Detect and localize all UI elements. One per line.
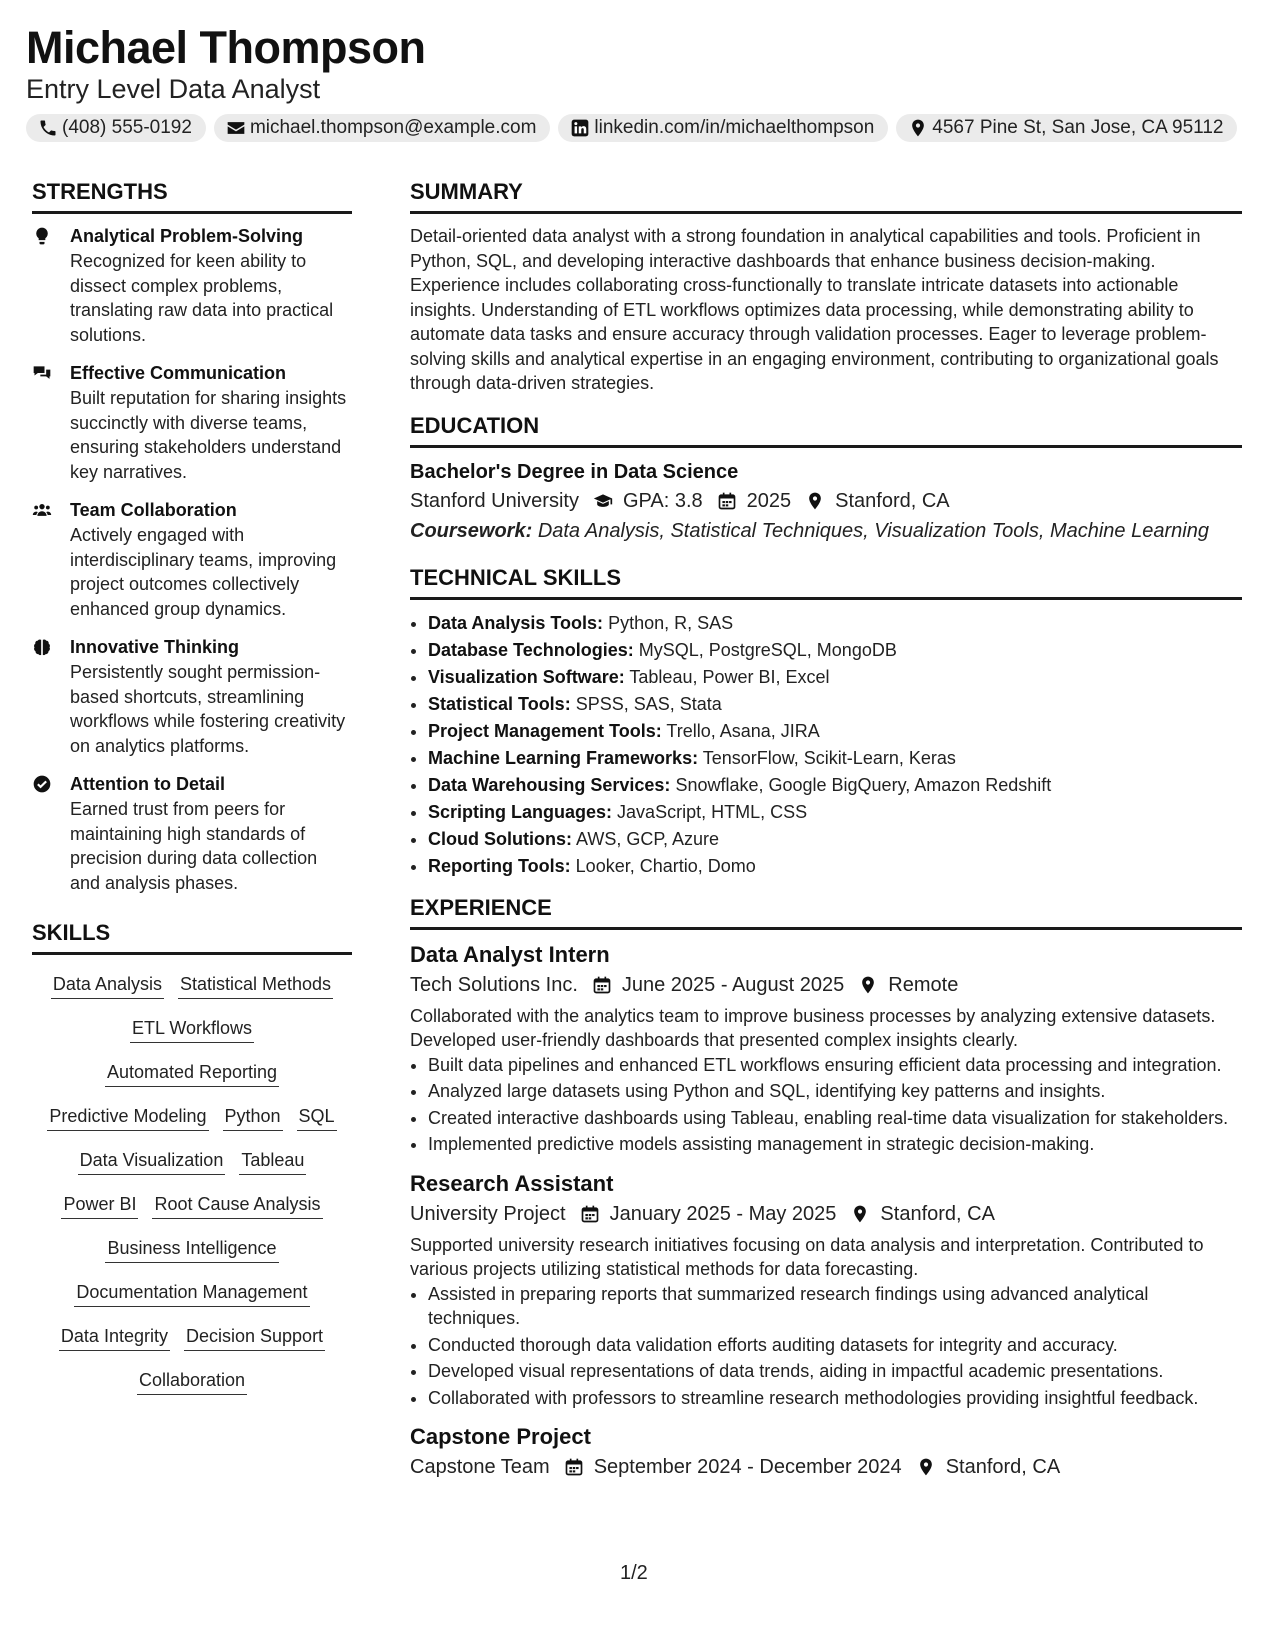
tech-skill-label: Data Warehousing Services:	[428, 774, 671, 795]
summary-text: Detail-oriented data analyst with a strong foundation in analytical capabilities and tools. Proficient in Python, SQL, and developing interactive dashboards that enhance business decision-making. Experience includes collaborating cross-functionally to translate intricate datasets into actionable insights. Understanding of ETL workflows optimizes data processing, while demonstrating ability to automate data tasks and ensure accuracy through validation processes. Eager to leverage problem-solving skills and analytical expertise in an engaging environment, contributing to organizational goals through data-driven strategies.	[410, 226, 1219, 393]
strength-item	[32, 361, 352, 484]
skill-chip: Statistical Methods	[178, 973, 333, 999]
contact-email-text: michael.thompson@example.com	[249, 117, 537, 138]
experience-entry	[410, 1169, 1242, 1411]
strength-desc: Actively engaged with interdisciplinary teams, improving project outcomes collectively enhanced group dynamics.	[70, 525, 337, 619]
job-description: Supported university research initiatives focusing on data analysis and interpretation. Contributed to various projects utilizing statistical methods for data forecasting.	[410, 1234, 1204, 1279]
map-marker-icon	[805, 491, 825, 511]
strength-title: Team Collaboration	[70, 500, 237, 520]
tech-skill-item	[428, 718, 1242, 745]
tech-skill-value: Tableau, Power BI, Excel	[629, 666, 830, 687]
strength-item	[32, 635, 352, 758]
strength-title: Effective Communication	[70, 363, 287, 383]
job-location: Remote	[888, 973, 959, 996]
skill-chip: SQL	[297, 1105, 337, 1131]
education-location: Stanford, CA	[835, 489, 950, 512]
skill-chip: Power BI	[61, 1193, 138, 1219]
tech-skill-item	[428, 691, 1242, 718]
job-dates: September 2024 - December 2024	[593, 1456, 902, 1478]
skill-chip: Data Integrity	[59, 1325, 170, 1351]
summary-heading: SUMMARY	[410, 178, 1242, 214]
job-location: Stanford, CA	[880, 1202, 995, 1225]
skill-chip: Collaboration	[137, 1369, 247, 1395]
users-icon	[32, 500, 52, 520]
left-column	[32, 178, 352, 1413]
skill-chip: ETL Workflows	[130, 1017, 254, 1043]
skill-chip: Decision Support	[184, 1325, 325, 1351]
experience-heading: EXPERIENCE	[410, 894, 1242, 930]
job-description: Collaborated with the analytics team to improve business processes by analyzing extensive datasets. Developed user-friendly dashboards that presented complex insights clearly.	[410, 1005, 1216, 1050]
education-meta	[410, 486, 1242, 516]
skill-chip: Root Cause Analysis	[152, 1193, 322, 1219]
tech-skill-value: JavaScript, HTML, CSS	[617, 801, 808, 822]
tech-skill-item	[428, 772, 1242, 799]
skill-chip: Predictive Modeling	[47, 1105, 208, 1131]
job-bullet: • Assisted in preparing reports that summarized research findings using advanced analytical techniques.	[428, 1282, 1242, 1331]
job-dates: June 2025 - August 2025	[621, 973, 845, 996]
coursework-label: Coursework:	[410, 519, 533, 542]
contact-address[interactable]	[896, 114, 1237, 142]
strengths-heading: STRENGTHS	[32, 178, 352, 214]
contact-phone[interactable]	[26, 114, 206, 142]
tech-skill-label: Statistical Tools:	[428, 693, 571, 714]
tech-skill-label: Project Management Tools:	[428, 720, 662, 741]
strength-item	[32, 224, 352, 347]
contact-email[interactable]	[214, 114, 550, 142]
tech-skill-item	[428, 637, 1242, 664]
job-bullet: • Analyzed large datasets using Python and SQL, identifying key patterns and insights.	[428, 1079, 1242, 1104]
job-bullets	[410, 1053, 1242, 1157]
contact-phone-text: (408) 555-0192	[62, 117, 192, 138]
candidate-role: Entry Level Data Analyst	[26, 74, 321, 104]
tech-skill-item	[428, 610, 1242, 637]
tech-skill-item	[428, 853, 1242, 880]
tech-skill-value: Trello, Asana, JIRA	[666, 720, 820, 741]
company-name: University Project	[410, 1202, 566, 1225]
skill-chip: Python	[223, 1105, 283, 1131]
strength-item	[32, 772, 352, 895]
degree-title: Bachelor's Degree in Data Science	[410, 460, 739, 483]
technical-skills-list	[410, 610, 1242, 880]
job-meta	[410, 1452, 1242, 1482]
tech-skill-value: AWS, GCP, Azure	[576, 828, 720, 849]
job-bullet: • Implemented predictive models assisting management in strategic decision-making.	[428, 1132, 1242, 1157]
skill-chip: Tableau	[239, 1149, 306, 1175]
tech-skill-item	[428, 664, 1242, 691]
skill-chip: Data Analysis	[51, 973, 164, 999]
contact-bar	[26, 114, 1237, 142]
skills-heading: SKILLS	[32, 919, 352, 955]
technical-skills-heading: TECHNICAL SKILLS	[410, 564, 1242, 600]
job-location: Stanford, CA	[945, 1456, 1061, 1478]
map-marker-icon	[850, 1204, 870, 1224]
candidate-name: Michael Thompson	[26, 22, 426, 73]
coursework-list: Data Analysis, Statistical Techniques, Visualization Tools, Machine Learning	[537, 519, 1209, 542]
tech-skill-label: Data Analysis Tools:	[428, 612, 604, 633]
gpa: GPA: 3.8	[622, 489, 703, 512]
experience-entry	[410, 1422, 1242, 1482]
map-marker-icon	[916, 1457, 936, 1477]
job-title: Research Assistant	[410, 1170, 614, 1196]
coursework	[410, 516, 1242, 546]
skills-list	[32, 965, 352, 1413]
experience-entry	[410, 940, 1242, 1157]
skill-chip: Automated Reporting	[105, 1061, 279, 1087]
contact-linkedin-text: linkedin.com/in/michaelthompson	[594, 117, 875, 138]
tech-skill-item	[428, 799, 1242, 826]
tech-skill-item	[428, 826, 1242, 853]
brain-icon	[32, 637, 52, 657]
right-column	[410, 178, 1242, 1482]
tech-skill-item	[428, 745, 1242, 772]
job-meta	[410, 970, 1242, 1000]
tech-skill-value: SPSS, SAS, Stata	[575, 693, 722, 714]
skill-chip: Data Visualization	[78, 1149, 226, 1175]
tech-skill-label: Reporting Tools:	[428, 855, 571, 876]
strength-desc: Persistently sought permission-based shortcuts, streamlining workflows while fostering creativity on analytics platforms.	[70, 662, 346, 756]
tech-skill-label: Machine Learning Frameworks:	[428, 747, 699, 768]
calendar-icon	[580, 1204, 600, 1224]
job-bullet: • Collaborated with professors to streamline research methodologies providing insightful feedback.	[428, 1386, 1242, 1411]
linkedin-icon	[570, 118, 590, 138]
calendar-icon	[717, 491, 737, 511]
tech-skill-value: Snowflake, Google BigQuery, Amazon Redshift	[675, 774, 1052, 795]
calendar-icon	[592, 975, 612, 995]
strength-desc: Earned trust from peers for maintaining high standards of precision during data collection and analysis phases.	[70, 799, 318, 893]
job-bullets	[410, 1282, 1242, 1411]
contact-linkedin[interactable]	[558, 114, 888, 142]
calendar-icon	[564, 1457, 584, 1477]
phone-icon	[38, 118, 58, 138]
company-name: Tech Solutions Inc.	[410, 973, 578, 996]
job-meta	[410, 1199, 1242, 1229]
strength-title: Analytical Problem-Solving	[70, 226, 304, 246]
company-name: Capstone Team	[410, 1456, 550, 1478]
job-dates: January 2025 - May 2025	[609, 1202, 837, 1225]
job-title: Capstone Project	[410, 1424, 591, 1449]
tech-skill-label: Visualization Software:	[428, 666, 625, 687]
education-heading: EDUCATION	[410, 412, 1242, 448]
check-circle-icon	[32, 774, 52, 794]
contact-address-text: 4567 Pine St, San Jose, CA 95112	[932, 117, 1224, 138]
skill-chip: Business Intelligence	[105, 1237, 278, 1263]
strength-desc: Built reputation for sharing insights succinctly with diverse teams, ensuring stakeholders understand key narratives.	[70, 388, 347, 482]
job-bullet: • Built data pipelines and enhanced ETL workflows ensuring efficient data processing and integration.	[428, 1053, 1242, 1078]
strength-item	[32, 498, 352, 621]
strength-title: Innovative Thinking	[70, 637, 240, 657]
envelope-icon	[226, 118, 246, 138]
comments-icon	[32, 363, 52, 383]
job-bullet: • Conducted thorough data validation efforts auditing datasets for integrity and accuracy.	[428, 1333, 1242, 1358]
map-marker-icon	[908, 118, 928, 138]
skill-chip: Documentation Management	[74, 1281, 309, 1307]
job-bullet: • Created interactive dashboards using Tableau, enabling real-time data visualization for stakeholders.	[428, 1106, 1242, 1131]
tech-skill-value: TensorFlow, Scikit-Learn, Keras	[702, 747, 956, 768]
job-bullet: • Developed visual representations of data trends, aiding in impactful academic presentations.	[428, 1359, 1242, 1384]
tech-skill-value: Looker, Chartio, Domo	[575, 855, 756, 876]
tech-skill-value: MySQL, PostgreSQL, MongoDB	[638, 639, 897, 660]
lightbulb-icon	[32, 226, 52, 246]
strength-title: Attention to Detail	[70, 774, 225, 794]
school-name: Stanford University	[410, 489, 579, 512]
tech-skill-value: Python, R, SAS	[608, 612, 734, 633]
strength-desc: Recognized for keen ability to dissect complex problems, translating raw data into practical solutions.	[70, 251, 334, 345]
tech-skill-label: Scripting Languages:	[428, 801, 613, 822]
graduation-cap-icon	[593, 491, 613, 511]
page-number: 1/2	[620, 1562, 648, 1584]
job-title: Data Analyst Intern	[410, 941, 610, 967]
tech-skill-label: Database Technologies:	[428, 639, 634, 660]
graduation-year: 2025	[746, 489, 792, 512]
map-marker-icon	[858, 975, 878, 995]
tech-skill-label: Cloud Solutions:	[428, 828, 572, 849]
